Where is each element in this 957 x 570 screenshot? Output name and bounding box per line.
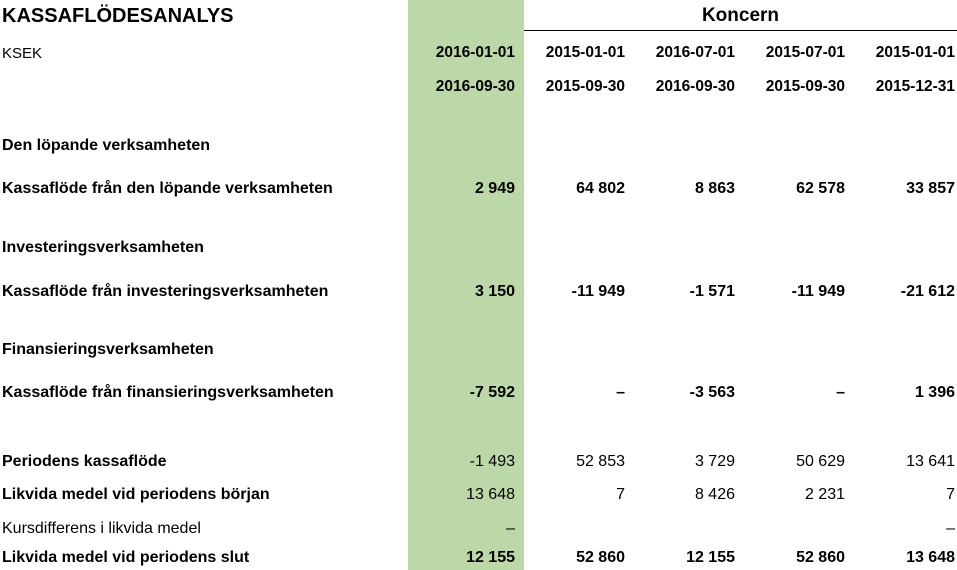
table-cell: – [616, 384, 625, 401]
column-header-to: 2015-09-30 [545, 78, 625, 95]
row-label: Kassaflöde från den löpande verksamheten [2, 180, 333, 197]
table-cell: -7 592 [469, 384, 515, 401]
section-heading: Finansieringsverksamheten [2, 341, 214, 358]
table-cell: 2 231 [804, 486, 845, 503]
column-header-from: 2015-07-01 [765, 44, 845, 61]
table-cell: -1 493 [469, 453, 515, 470]
column-header-from: 2016-07-01 [655, 44, 735, 61]
row-label: Kassaflöde från investeringsverksamheten [2, 283, 329, 300]
table-cell: – [946, 520, 955, 537]
table-cell: 50 629 [796, 453, 845, 470]
column-header-to: 2015-12-31 [875, 78, 955, 95]
table-cell: -1 571 [689, 283, 735, 300]
section-heading: Den löpande verksamheten [2, 137, 211, 154]
table-cell: 3 150 [474, 283, 515, 300]
column-header-from: 2016-01-01 [435, 44, 515, 61]
table-cell: 13 641 [906, 453, 955, 470]
unit-label: KSEK [2, 45, 43, 62]
table-cell: 64 802 [576, 180, 625, 197]
column-header-to: 2016-09-30 [655, 78, 735, 95]
table-cell: 13 648 [906, 549, 955, 566]
section-heading: Investeringsverksamheten [2, 239, 204, 256]
table-cell: -11 949 [571, 283, 625, 300]
table-cell: 52 860 [796, 549, 845, 566]
table-cell: -3 563 [689, 384, 735, 401]
row-label: Likvida medel vid periodens början [2, 486, 270, 503]
table-cell: – [836, 384, 845, 401]
group-label: Koncern [701, 5, 780, 26]
table-cell: 52 860 [576, 549, 625, 566]
table-cell: 12 155 [466, 549, 515, 566]
table-cell: 12 155 [686, 549, 735, 566]
table-cell: 52 853 [576, 453, 625, 470]
table-cell: 13 648 [466, 486, 515, 503]
row-label: Kursdifferens i likvida medel [2, 520, 201, 537]
table-cell: – [506, 520, 515, 537]
table-cell: 8 863 [694, 180, 735, 197]
table-cell: -11 949 [791, 283, 845, 300]
table-cell: -21 612 [900, 283, 955, 300]
table-cell: 1 396 [914, 384, 955, 401]
report-title: KASSAFLÖDESANALYS [2, 5, 234, 27]
table-cell: 7 [946, 486, 955, 503]
row-label: Likvida medel vid periodens slut [2, 549, 250, 566]
row-label: Periodens kassaflöde [2, 453, 167, 470]
table-cell: 62 578 [796, 180, 845, 197]
group-underline [524, 30, 957, 31]
column-header-to: 2015-09-30 [765, 78, 845, 95]
column-header-to: 2016-09-30 [435, 78, 515, 95]
table-cell: 8 426 [694, 486, 735, 503]
table-cell: 3 729 [694, 453, 735, 470]
table-cell: 2 949 [474, 180, 515, 197]
row-label: Kassaflöde från finansieringsverksamheten [2, 384, 334, 401]
table-cell: 33 857 [906, 180, 955, 197]
column-header-from: 2015-01-01 [545, 44, 625, 61]
column-header-from: 2015-01-01 [875, 44, 955, 61]
table-cell: 7 [616, 486, 625, 503]
